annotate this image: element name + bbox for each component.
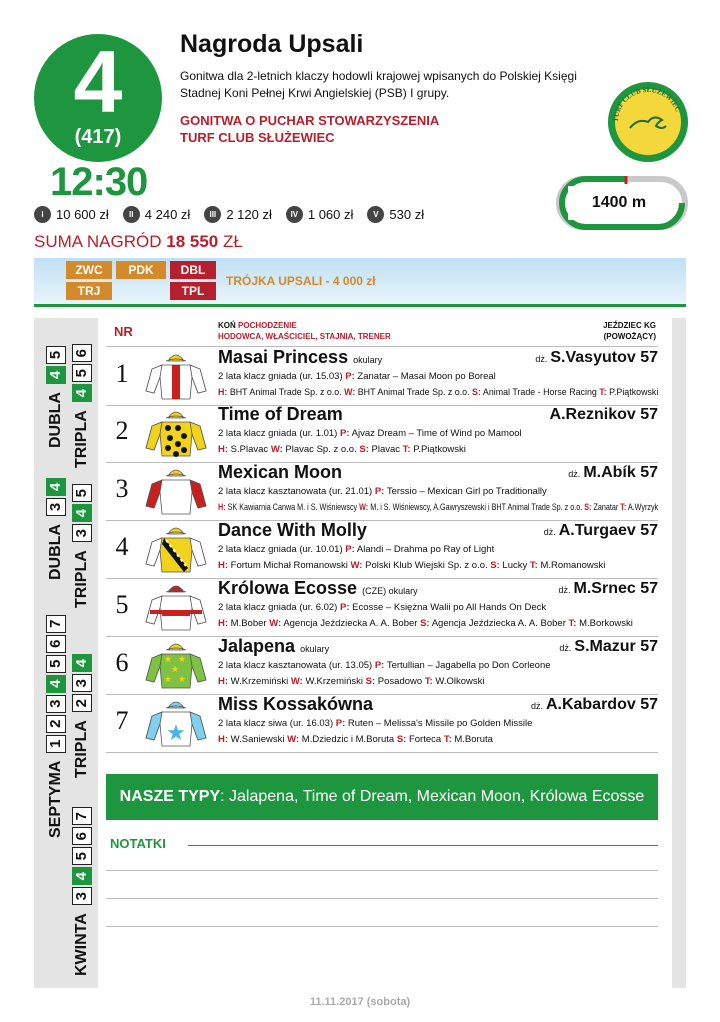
race-distance: 1400 m [568, 186, 670, 220]
combination-number: 7 [72, 807, 92, 825]
prize-amount: 530 zł [389, 207, 425, 222]
key-label: H: [218, 618, 229, 629]
jockey-name: S.Mazur 57 [574, 638, 658, 655]
horse-suffix: (CZE) okulary [362, 586, 418, 596]
key-label: H: [218, 676, 229, 687]
key-label: T: [599, 387, 607, 398]
key-label: T: [620, 502, 627, 513]
race-number: 4 [73, 32, 123, 131]
combination-number: 3 [46, 695, 66, 713]
key-label: W: [269, 618, 282, 629]
notes-line-main [188, 845, 658, 846]
horse-parents: Terssio – Mexican Girl po Traditionally [386, 486, 547, 497]
horse-owners [218, 676, 484, 687]
horse-name [218, 578, 418, 599]
combination-number: 4 [72, 654, 92, 672]
horse-name-text: Dance With Molly [218, 520, 367, 540]
combination-number: 7 [46, 615, 66, 633]
jockey-name: A.Turgaev 57 [558, 522, 658, 539]
jockey-silks-icon [144, 698, 208, 748]
trainer: M.Romanowski [540, 560, 606, 571]
key-label: T: [568, 618, 577, 629]
bet-combination [46, 615, 66, 838]
stable: Forteca [408, 734, 442, 745]
horse-age-color: 2 lata klacz gniada (ur. 1.01) [218, 428, 338, 439]
jockey-silks-icon [144, 408, 208, 458]
bet-combinations-panel [34, 318, 98, 988]
header-pochodzenie: POCHODZENIE [238, 321, 297, 330]
combination-label: SEPTYMA [47, 760, 64, 838]
prize-place-badge: III [204, 206, 221, 223]
combination-number: 4 [72, 867, 92, 885]
horse-age-color: 2 lata klacz gniada (ur. 10.01) [218, 544, 343, 555]
prize-list [34, 206, 438, 223]
key-label: W: [290, 676, 303, 687]
key-label: S: [584, 502, 592, 513]
horse-name-text: Time of Dream [218, 404, 343, 424]
logo-text: TURF CLUB SŁUŻEWIEC [611, 85, 682, 123]
breeder: W.Krzemiński [230, 676, 289, 687]
key-label: P: [374, 660, 385, 671]
prize-amount: 2 120 zł [226, 207, 272, 222]
horse-owners [218, 734, 493, 745]
combination-label: DUBLA [47, 524, 64, 580]
horse-row [106, 578, 658, 637]
prize-place-badge: I [34, 206, 51, 223]
horse-parents: Zanatar – Masai Moon po Boreal [357, 371, 496, 382]
combination-number: 3 [72, 674, 92, 692]
svg-text:★: ★ [166, 720, 186, 745]
combination-number: 4 [46, 675, 66, 693]
race-number-badge [34, 34, 162, 162]
horse-parents: Ruten – Melissa's Missile po Golden Missile [347, 718, 533, 729]
horse-pedigree [218, 428, 522, 439]
cup-info [180, 112, 439, 146]
header-nr: NR [114, 324, 133, 339]
header-kon: KOŃ [218, 321, 236, 330]
trainer: W.Olkowski [435, 676, 485, 687]
bet-combination [46, 346, 66, 448]
jockey-prefix: dż. [535, 354, 548, 364]
combination-number: 5 [46, 346, 66, 364]
combination-number: 2 [46, 715, 66, 733]
owner: Plavac Sp. z o.o. [285, 444, 357, 455]
combination-label: KWINTA [73, 913, 90, 976]
race-title: Nagroda Upsali [180, 30, 364, 58]
right-border [672, 318, 686, 988]
horse-age-color: 2 lata klacz gniada (ur. 15.03) [218, 371, 343, 382]
horse-name-text: Królowa Ecosse [218, 578, 358, 598]
horse-number: 1 [115, 359, 129, 388]
combination-number: 4 [46, 478, 66, 496]
key-label: T: [443, 734, 452, 745]
key-label: H: [218, 387, 228, 398]
our-tips-label: NASZE TYPY [119, 788, 221, 805]
horse-suffix: okulary [353, 355, 383, 365]
horse-row [106, 346, 658, 406]
total-prize-currency: ZŁ [223, 232, 243, 251]
key-label: W: [344, 387, 356, 398]
prize-item [123, 206, 191, 223]
jockey [535, 349, 658, 367]
horse-row [106, 520, 658, 579]
horse-name [218, 694, 373, 715]
breeder: W.Saniewski [230, 734, 285, 745]
horse-row [106, 636, 658, 695]
key-label: P: [340, 602, 350, 613]
key-label: S: [472, 387, 481, 398]
horse-age-color: 2 lata klacz kasztanowata (ur. 21.01) [218, 486, 373, 497]
horse-parents: Ajvaz Dream – Time of Wind po Mamool [351, 428, 522, 439]
header-hodowca: HODOWCA, WŁAŚCICIEL, STAJNIA, TRENER [218, 332, 391, 341]
combination-number: 6 [72, 827, 92, 845]
svg-text:★: ★ [163, 654, 173, 664]
bet-trj: TRJ [66, 282, 112, 300]
combination-label: TRIPLA [73, 720, 90, 778]
horse-owners [218, 387, 658, 398]
horse-name [218, 347, 382, 368]
horse-pedigree [218, 718, 532, 729]
horse-parents: Ecosse – Księżna Walii po All Hands On Deck [352, 602, 547, 613]
race-code: (417) [74, 126, 122, 148]
horse-name-text: Jalapena [218, 636, 296, 656]
jockey-silks-icon [144, 351, 208, 401]
notes-line [106, 898, 658, 899]
prize-item [286, 206, 354, 223]
jockey [559, 638, 658, 656]
key-label: H: [218, 444, 229, 455]
horse-age-color: 2 lata klacz gniada (ur. 6.02) [218, 602, 338, 613]
jockey-prefix: dż. [559, 643, 572, 653]
notes-line [106, 870, 658, 871]
jockey [568, 464, 658, 482]
bet-zwc: ZWC [66, 261, 112, 279]
notes-label: NOTATKI [110, 836, 166, 851]
our-tips-text: : Jalapena, Time of Dream, Mexican Moon, Królowa Ecosse [220, 788, 645, 805]
key-label: S: [359, 444, 369, 455]
key-label: W: [270, 444, 283, 455]
jockey-prefix: dż. [558, 585, 571, 595]
breeder: S.Plavac [230, 444, 269, 455]
owner: M.Dziedzic i M.Boruta [301, 734, 395, 745]
combination-label: TRIPLA [73, 550, 90, 608]
horse-owners [218, 560, 605, 571]
horse-parents: Alandi – Drahma po Ray of Light [356, 544, 495, 555]
combination-number: 5 [72, 847, 92, 865]
key-label: W: [359, 502, 369, 513]
horse-suffix: okulary [300, 644, 330, 654]
jockey-name: S.Vasyutov 57 [550, 349, 658, 366]
owner: BHT Animal Trade Sp. z o.o. [357, 387, 470, 398]
horse-number: 2 [115, 416, 129, 445]
horse-name-text: Mexican Moon [218, 462, 343, 482]
horse-pedigree [218, 602, 546, 613]
notes-line [106, 926, 658, 927]
combination-number: 6 [72, 344, 92, 362]
breeder: SK Kawiarnia Canwa M. i S. Wiśniewscy [227, 502, 358, 513]
key-label: P: [335, 718, 346, 729]
header-jezdziec: JEŹDZIEC KG [603, 321, 656, 330]
horse-number: 3 [115, 474, 129, 503]
key-label: H: [218, 502, 226, 513]
horse-row [106, 404, 658, 463]
horse-age-color: 2 lata klacz kasztanowata (ur. 13.05) [218, 660, 373, 671]
horse-name [218, 520, 367, 541]
horse-owners [218, 444, 466, 455]
jockey-prefix: dż. [530, 701, 543, 711]
owner: Agencja Jeździecka A. A. Bober [283, 618, 418, 629]
prize-item [204, 206, 272, 223]
jockey [544, 522, 658, 540]
trainer: P.Piątkowski [609, 387, 659, 398]
key-label: S: [420, 618, 430, 629]
jockey-name: A.Reznikov 57 [549, 406, 658, 423]
horse-age-color: 2 lata klacz siwa (ur. 16.03) [218, 718, 334, 729]
stable: Zanatar [593, 502, 619, 513]
jockey [531, 696, 658, 714]
svg-text:★: ★ [177, 674, 187, 684]
bet-combination [46, 478, 66, 580]
band-underline [34, 304, 686, 307]
key-label: H: [218, 560, 229, 571]
jockey-silks-icon [144, 582, 208, 632]
key-label: T: [402, 444, 411, 455]
prize-place-badge: V [367, 206, 384, 223]
key-label: P: [374, 486, 385, 497]
bet-combination [72, 484, 92, 608]
bet-combination [72, 344, 92, 468]
key-label: H: [218, 734, 229, 745]
prize-item [367, 206, 424, 223]
combination-label: DUBLA [47, 392, 64, 448]
horse-pedigree [218, 486, 547, 497]
stable: Posadowo [377, 676, 423, 687]
owner: Polski Klub Wiejski Sp. z o.o. [365, 560, 488, 571]
breeder: M.Bober [230, 618, 267, 629]
svg-text:★: ★ [177, 654, 187, 664]
combination-number: 6 [46, 635, 66, 653]
horse-number: 4 [115, 532, 129, 561]
jockey-silks-icon [144, 466, 208, 516]
combination-number: 5 [72, 364, 92, 382]
breeder: BHT Animal Trade Sp. z o.o. [229, 387, 342, 398]
jockey [559, 580, 659, 598]
prize-place-badge: II [123, 206, 140, 223]
key-label: S: [490, 560, 500, 571]
stable: Lucky [502, 560, 528, 571]
race-time: 12:30 [50, 160, 148, 204]
combination-number: 5 [46, 655, 66, 673]
race-date: 11.11.2017 (sobota) [309, 996, 411, 1008]
horse-parents: Tertullian – Jagabella po Don Corleone [386, 660, 551, 671]
turf-club-logo [606, 80, 690, 164]
key-label: S: [396, 734, 407, 745]
breeder: Fortum Michał Romanowski [230, 560, 348, 571]
our-tips [106, 774, 658, 820]
key-label: P: [340, 428, 350, 439]
jockey [550, 406, 658, 424]
horse-pedigree [218, 660, 551, 671]
key-label: W: [350, 560, 363, 571]
prize-item [34, 206, 109, 223]
cup-line-2: TURF CLUB SŁUŻEWIEC [180, 130, 335, 145]
bet-dbl: DBL [170, 261, 216, 279]
horse-name-text: Masai Princess [218, 347, 349, 367]
combination-number: 4 [46, 366, 66, 384]
bet-combination [72, 654, 92, 778]
owner: M. i S. Wiśniewscy, A.Gawryszewski i BHT Animal Trade Sp. z o.o. [370, 502, 583, 513]
jockey-name: M.Abík 57 [583, 464, 658, 481]
prize-amount: 1 060 zł [307, 207, 354, 222]
trainer: M.Boruta [454, 734, 493, 745]
total-prize [34, 232, 243, 252]
prize-amount: 4 240 zł [144, 207, 191, 222]
svg-text:★: ★ [163, 674, 173, 684]
jockey-silks-icon [144, 640, 208, 690]
bet-tpl: TPL [170, 282, 216, 300]
combination-number: 3 [72, 524, 92, 542]
horse-number: 6 [115, 648, 129, 677]
horse-pedigree [218, 371, 496, 382]
horse-number: 7 [115, 706, 129, 735]
combination-label: TRIPLA [73, 410, 90, 468]
horse-row [106, 462, 658, 521]
horse-name [218, 462, 342, 483]
combination-number: 2 [72, 694, 92, 712]
combination-number: 3 [46, 498, 66, 516]
horse-number: 5 [115, 590, 129, 619]
race-description: Gonitwa dla 2-letnich klaczy hodowli krajowej wpisanych do Polskiej Księgi Stadnej Koni Pełnej Krwi Angielskiej (PSB) I grupy. [180, 69, 577, 100]
combination-number: 4 [72, 384, 92, 402]
cup-line-1: GONITWA O PUCHAR STOWARZYSZENIA [180, 113, 440, 128]
jockey-prefix: dż. [568, 469, 581, 479]
header-horse [218, 320, 391, 342]
combination-number: 4 [72, 504, 92, 522]
key-label: P: [345, 544, 355, 555]
total-prize-amount: 18 550 [166, 232, 219, 251]
prize-amount: 10 600 zł [56, 207, 109, 222]
owner: W.Krzemiński [305, 676, 364, 687]
horse-owners [218, 618, 633, 629]
key-label: T: [529, 560, 538, 571]
jockey-silks-icon [144, 524, 208, 574]
horse-owners [218, 502, 658, 513]
stable: Agencja Jeździecka A. A. Bober [431, 618, 566, 629]
stable: Animal Trade - Horse Racing [482, 387, 597, 398]
key-label: S: [365, 676, 376, 687]
key-label: T: [424, 676, 433, 687]
bet-pdk: PDK [116, 261, 166, 279]
horse-row [106, 694, 658, 753]
horse-name-text: Miss Kossakówna [218, 694, 374, 714]
combination-number: 5 [72, 484, 92, 502]
combination-number: 1 [46, 735, 66, 753]
key-label: P: [345, 371, 355, 382]
horse-name [218, 404, 343, 425]
header-powozacy: (POWOŻĄCY) [603, 332, 656, 341]
trainer: M.Borkowski [579, 618, 633, 629]
combination-number: 3 [72, 887, 92, 905]
trojka-bet: TRÓJKA UPSALI - 4 000 zł [226, 274, 376, 288]
header-jockey [560, 320, 656, 342]
bet-combination [72, 807, 92, 976]
jockey-prefix: dż. [543, 527, 556, 537]
trainer: A.Wyrzyk [627, 502, 659, 513]
key-label: W: [287, 734, 300, 745]
svg-text:★: ★ [170, 664, 180, 674]
horse-name [218, 636, 329, 657]
jockey-name: M.Srnec 57 [573, 580, 658, 597]
jockey-name: A.Kabardov 57 [545, 696, 658, 713]
stable: Plavac [371, 444, 401, 455]
prize-place-badge: IV [286, 206, 303, 223]
horse-pedigree [218, 544, 494, 555]
trainer: P.Piątkowski [413, 444, 466, 455]
total-prize-label: SUMA NAGRÓD [34, 232, 162, 251]
